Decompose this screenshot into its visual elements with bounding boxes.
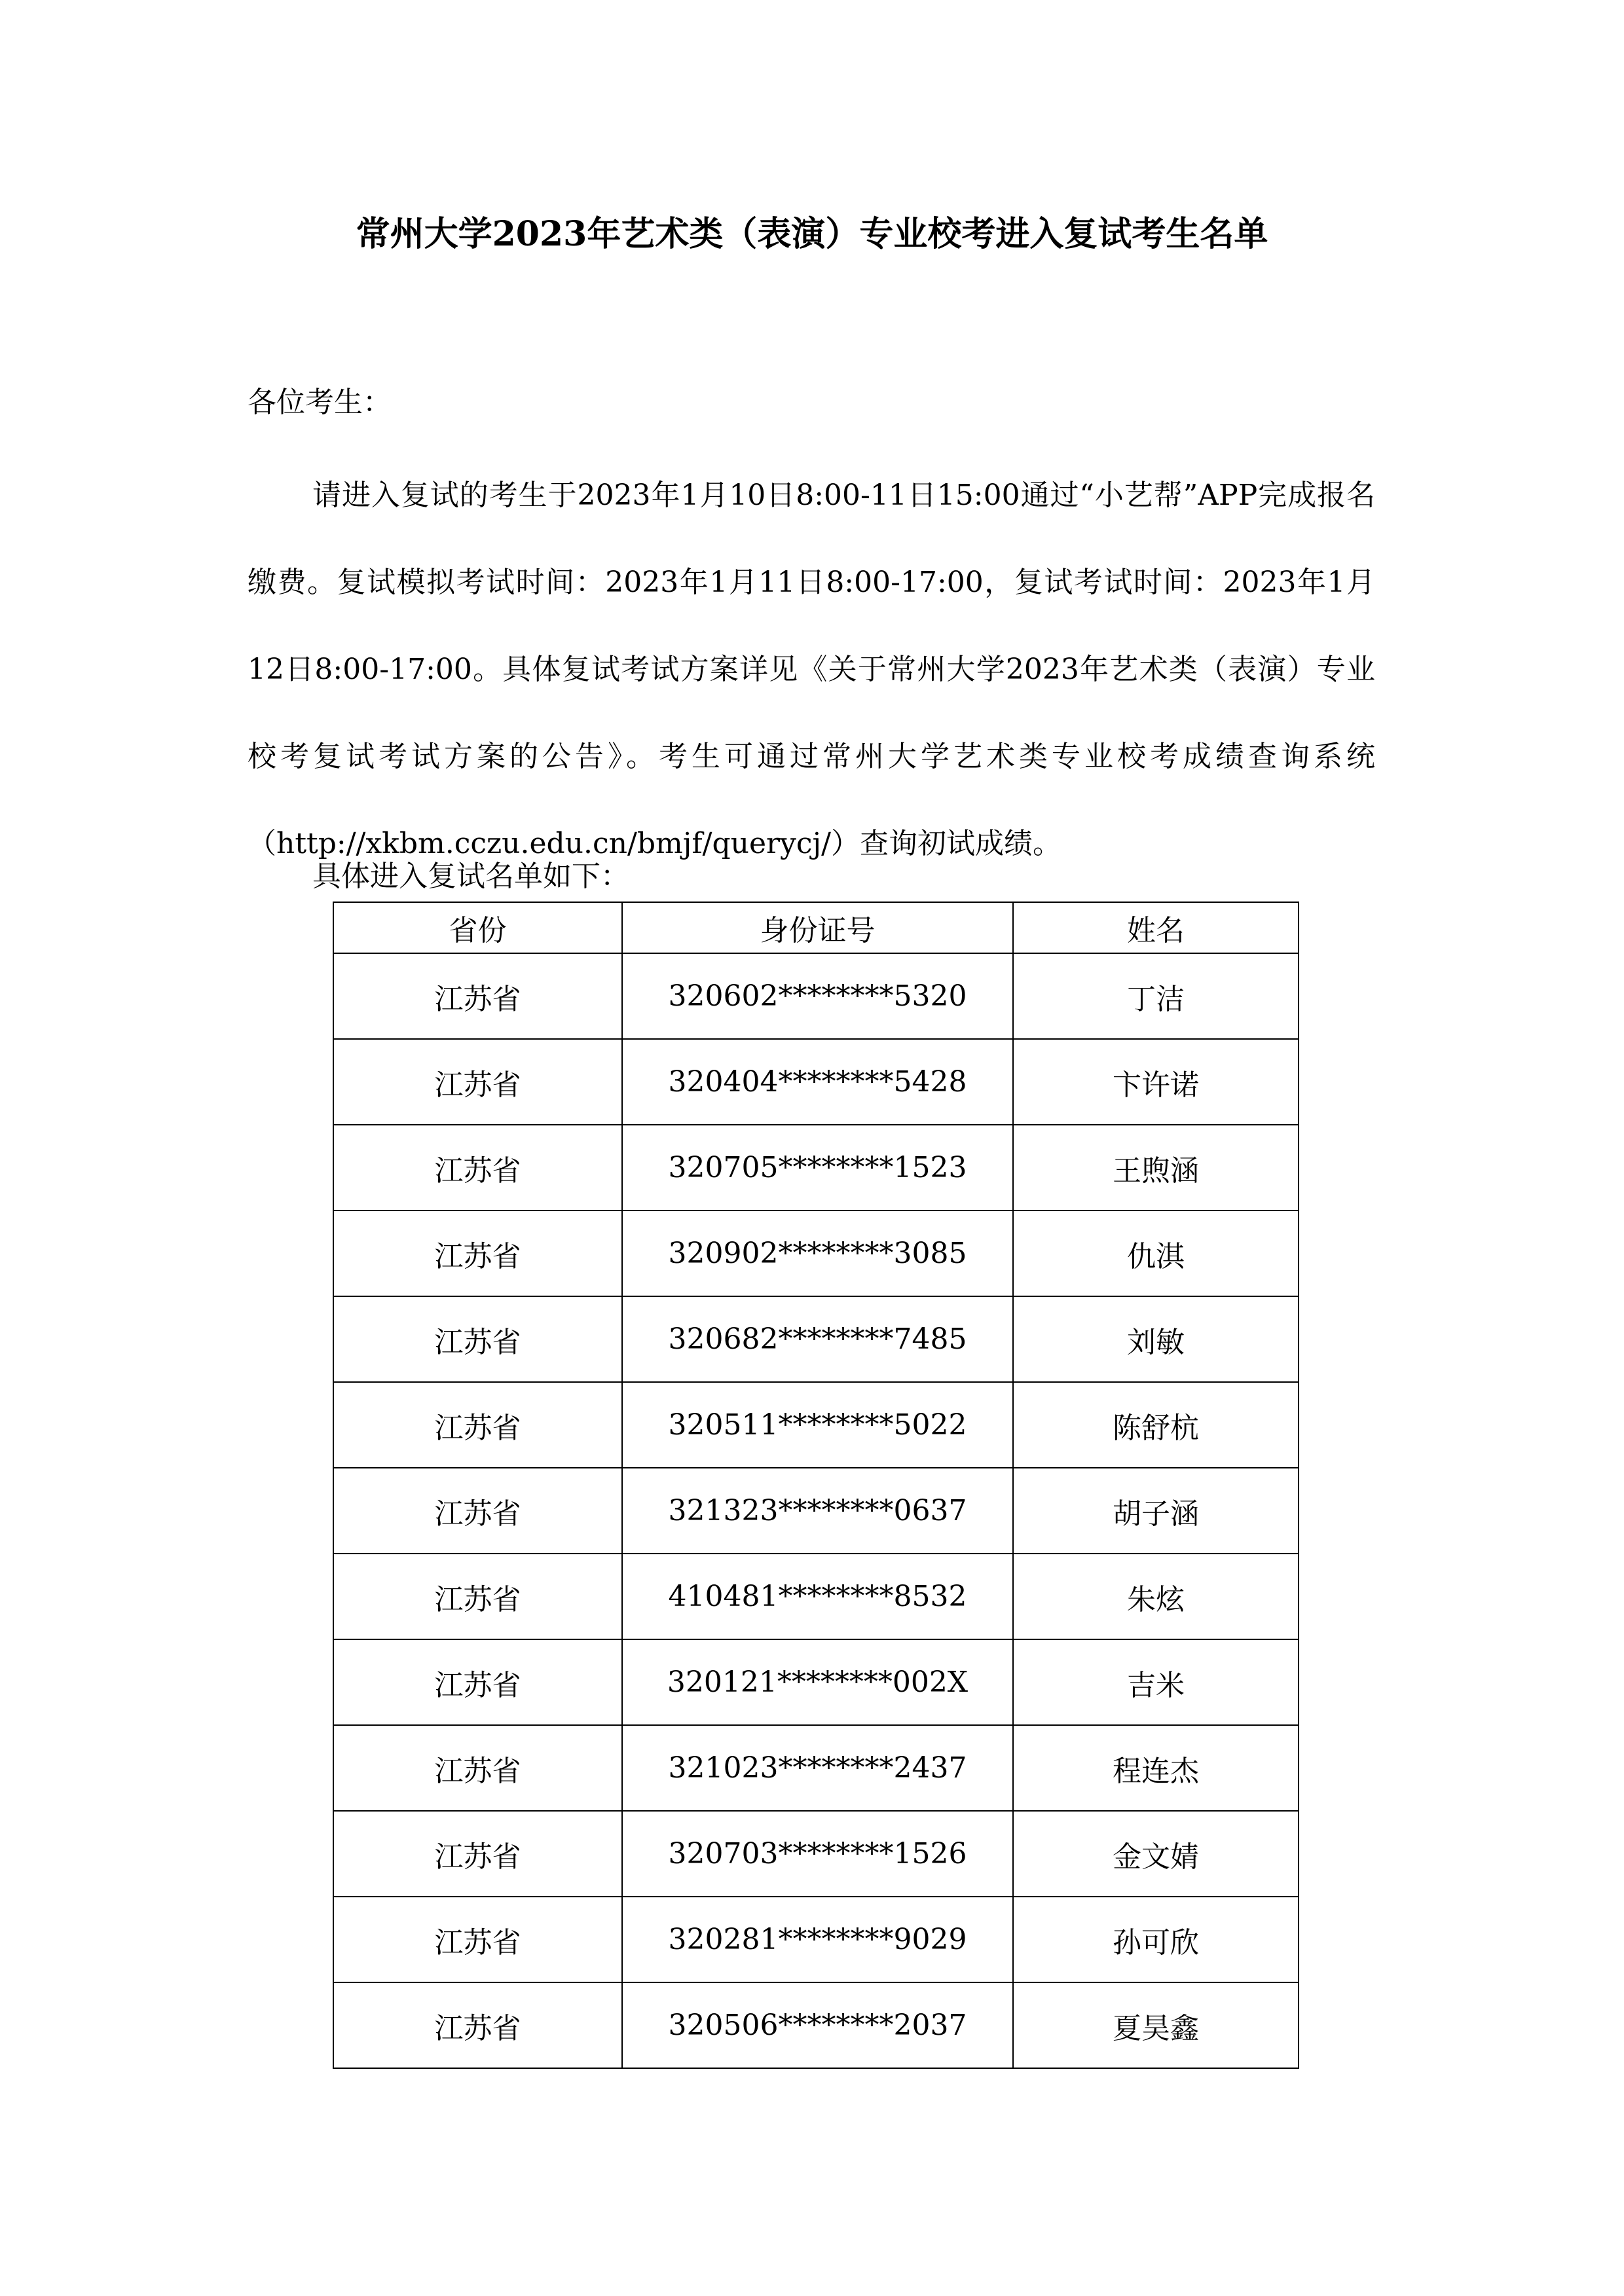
cell-province: 江苏省	[333, 1811, 622, 1897]
table-row	[333, 1382, 1299, 1468]
table-row	[333, 1125, 1299, 1211]
table-row	[333, 1468, 1299, 1554]
cell-province: 江苏省	[333, 1125, 622, 1211]
list-intro: 具体进入复试名单如下：	[312, 860, 629, 893]
cell-id-number: 320404********5428	[622, 1039, 1013, 1125]
candidate-table	[333, 902, 1299, 2069]
cell-id-number: 320703********1526	[622, 1811, 1013, 1897]
cell-province: 江苏省	[333, 1382, 622, 1468]
cell-id-number: 320121********002X	[622, 1639, 1013, 1725]
page-title: 常州大学2023年艺术类（表演）专业校考进入复试考生名单	[356, 214, 1268, 254]
cell-id-number: 320705********1523	[622, 1125, 1013, 1211]
cell-name: 陈舒杭	[1013, 1382, 1299, 1468]
cell-name: 程连杰	[1013, 1725, 1299, 1811]
cell-name: 卞许诺	[1013, 1039, 1299, 1125]
table-row	[333, 1982, 1299, 2068]
cell-name: 金文婧	[1013, 1811, 1299, 1897]
table-row	[333, 1725, 1299, 1811]
cell-name: 吉米	[1013, 1639, 1299, 1725]
cell-name: 夏昊鑫	[1013, 1982, 1299, 2068]
cell-province: 江苏省	[333, 1211, 622, 1296]
table-row	[333, 953, 1299, 1039]
table-row	[333, 1296, 1299, 1382]
cell-id-number: 320511********5022	[622, 1382, 1013, 1468]
cell-id-number: 321323********0637	[622, 1468, 1013, 1554]
cell-name: 仇淇	[1013, 1211, 1299, 1296]
table-row	[333, 1897, 1299, 1982]
table-row	[333, 1039, 1299, 1125]
cell-province: 江苏省	[333, 1639, 622, 1725]
cell-id-number: 320602********5320	[622, 953, 1013, 1039]
cell-province: 江苏省	[333, 953, 622, 1039]
cell-name: 胡子涵	[1013, 1468, 1299, 1554]
salutation: 各位考生：	[248, 386, 392, 419]
cell-name: 刘敏	[1013, 1296, 1299, 1382]
cell-name: 孙可欣	[1013, 1897, 1299, 1982]
cell-province: 江苏省	[333, 1897, 622, 1982]
header-province: 省份	[333, 902, 622, 953]
cell-province: 江苏省	[333, 1468, 622, 1554]
table-row	[333, 1211, 1299, 1296]
header-id-number: 身份证号	[622, 902, 1013, 953]
cell-province: 江苏省	[333, 1554, 622, 1639]
cell-id-number: 320281********9029	[622, 1897, 1013, 1982]
cell-id-number: 321023********2437	[622, 1725, 1013, 1811]
cell-id-number: 320902********3085	[622, 1211, 1013, 1296]
cell-id-number: 410481********8532	[622, 1554, 1013, 1639]
cell-name: 王煦涵	[1013, 1125, 1299, 1211]
table-row	[333, 1554, 1299, 1639]
cell-name: 朱炫	[1013, 1554, 1299, 1639]
table-row	[333, 1639, 1299, 1725]
table-row	[333, 1811, 1299, 1897]
cell-province: 江苏省	[333, 1725, 622, 1811]
notice-paragraph: 请进入复试的考生于2023年1月10日8:00-11日15:00通过“小艺帮”APP完成报名缴费。复试模拟考试时间：2023年1月11日8:00-17:00，复试考试时间：2023年1月12日8:00-17:00。具体复试考试方案详见《关于常州大学2023年艺术类（表演）专业校考复试考试方案的公告》。考生可通过常州大学艺术类专业校考成绩查询系统（http://xkbm.cczu.edu.cn/bmjf/querycj/）查询初试成绩。	[248, 479, 1375, 860]
cell-province: 江苏省	[333, 1982, 622, 2068]
cell-id-number: 320682********7485	[622, 1296, 1013, 1382]
cell-name: 丁洁	[1013, 953, 1299, 1039]
table-header-row	[333, 902, 1299, 953]
cell-province: 江苏省	[333, 1296, 622, 1382]
cell-id-number: 320506********2037	[622, 1982, 1013, 2068]
header-name: 姓名	[1013, 902, 1299, 953]
cell-province: 江苏省	[333, 1039, 622, 1125]
